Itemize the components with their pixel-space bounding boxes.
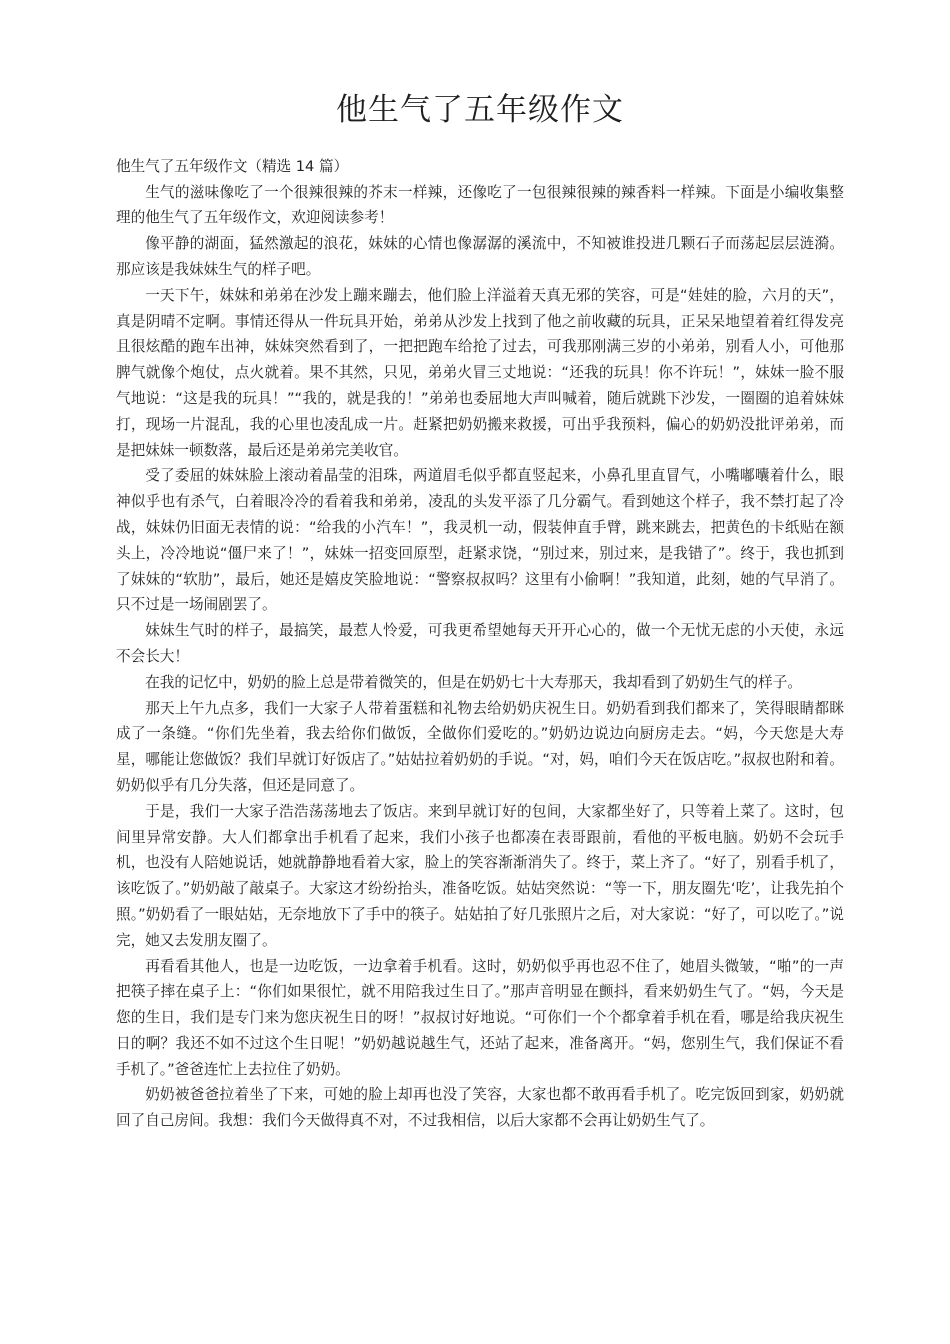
paragraph: 于是，我们一大家子浩浩荡荡地去了饭店。来到早就订好的包间，大家都坐好了，只等着上菜了。这时，包间里异常安静。大人们都拿出手机看了起来，我们小孩子也都凑在表哥跟前，看他的平板电脑。奶奶不会玩手机，也没有人陪她说话，她就静静地看着大家，脸上的笑容渐渐消失了。终于，菜上齐了。“好了，别看手机了，该吃饭了。”奶奶敲了敲桌子。大家这才纷纷抬头，准备吃饭。姑姑突然说：“等一下，朋友圈先‘吃’，让我先拍个照。”奶奶看了一眼姑姑，无奈地放下了手中的筷子。姑姑拍了好几张照片之后，对大家说：“好了，可以吃了。”说完，她又去发朋友圈了。 — [116, 802, 844, 949]
paragraph: 妹妹生气时的样子，最搞笑，最惹人怜爱，可我更希望她每天开开心心的，做一个无忧无虑的小天使，永远不会长大！ — [116, 622, 844, 665]
paragraph: 生气的滋味像吃了一个很辣很辣的芥末一样辣，还像吃了一包很辣很辣的辣香料一样辣。下面是小编收集整理的他生气了五年级作文，欢迎阅读参考！ — [116, 183, 844, 227]
paragraph: 像平静的湖面，猛然激起的浪花，妹妹的心情也像潺潺的溪流中，不知被谁投进几颗石子而荡起层层涟漪。那应该是我妹妹生气的样子吧。 — [116, 235, 844, 278]
document-title: 他生气了五年级作文 — [336, 92, 624, 128]
paragraph: 再看看其他人，也是一边吃饭，一边拿着手机看。这时，奶奶似乎再也忍不住了，她眉头微皱，“啪”的一声把筷子摔在桌子上：“你们如果很忙，就不用陪我过生日了。”那声音明显在颤抖，看来奶奶生气了。“妈，今天是您的生日，我们是专门来为您庆祝生日的呀！”叔叔讨好地说。“可你们一个个都拿着手机在看，哪是给我庆祝生日的啊？我还不如不过这个生日呢！”奶奶越说越生气，还站了起来，准备离开。“妈，您别生气，我们保证不看手机了。”爸爸连忙上去拉住了奶奶。 — [116, 957, 844, 1078]
paragraph: 奶奶被爸爸拉着坐了下来，可她的脸上却再也没了笑容，大家也都不敢再看手机了。吃完饭回到家，奶奶就回了自己房间。我想：我们今天做得真不对，不过我相信，以后大家都不会再让奶奶生气了。 — [116, 1086, 844, 1130]
document-subtitle: 他生气了五年级作文（精选 14 篇） — [116, 158, 349, 175]
paragraph: 一天下午，妹妹和弟弟在沙发上蹦来蹦去，他们脸上洋溢着天真无邪的笑容，可是“娃娃的脸，六月的天”，真是阴晴不定啊。事情还得从一件玩具开始，弟弟从沙发上找到了他之前收藏的玩具，正呆呆地望着着红得发亮且很炫酷的跑车出神，妹妹突然看到了，一把把跑车给抢了过去，可我那刚满三岁的小弟弟，别看人小，可他那脾气就像个炮仗，点火就着。果不其然，只见，弟弟火冒三丈地说：“还我的玩具！你不许玩！”，妹妹一脸不服气地说：“这是我的玩具！”“我的，就是我的！”弟弟也委屈地大声叫喊着，随后就跳下沙发，一圈圈的追着妹妹打，现场一片混乱，我的心里也凌乱成一片。赶紧把奶奶搬来救援，可出乎我预料，偏心的奶奶没批评弟弟，而是把妹妹一顿数落，最后还是弟弟完美收官。 — [116, 286, 844, 459]
paragraph: 那天上午九点多，我们一大家子人带着蛋糕和礼物去给奶奶庆祝生日。奶奶看到我们都来了，笑得眼睛都眯成了一条缝。“你们先坐着，我去给你们做饭，全做你们爱吃的。”奶奶边说边向厨房走去。“妈，今天您是大寿星，哪能让您做饭？我们早就订好饭店了。”姑姑拉着奶奶的手说。“对，妈，咱们今天在饭店吃。”叔叔也附和着。奶奶似乎有几分失落，但还是同意了。 — [116, 699, 844, 794]
paragraph: 受了委屈的妹妹脸上滚动着晶莹的泪珠，两道眉毛似乎都直竖起来，小鼻孔里直冒气，小嘴嘟囔着什么，眼神似乎也有杀气，白着眼冷冷的看着我和弟弟，凌乱的头发平添了几分霸气。看到她这个样子，我不禁打起了冷战，妹妹仍旧面无表情的说：“给我的小汽车！”，我灵机一动，假装伸直手臂，跳来跳去，把黄色的卡纸贴在额头上，冷冷地说“僵尸来了！”，妹妹一招变回原型，赶紧求饶，“别过来，别过来，是我错了”。终于，我也抓到了妹妹的“软肋”，最后，她还是嬉皮笑脸地说：“警察叔叔吗？这里有小偷啊！”我知道，此刻，她的气早消了。只不过是一场闹剧罢了。 — [116, 467, 844, 614]
paragraph: 在我的记忆中，奶奶的脸上总是带着微笑的，但是在奶奶七十大寿那天，我却看到了奶奶生气的样子。 — [145, 673, 802, 691]
document-body — [116, 180, 844, 1134]
